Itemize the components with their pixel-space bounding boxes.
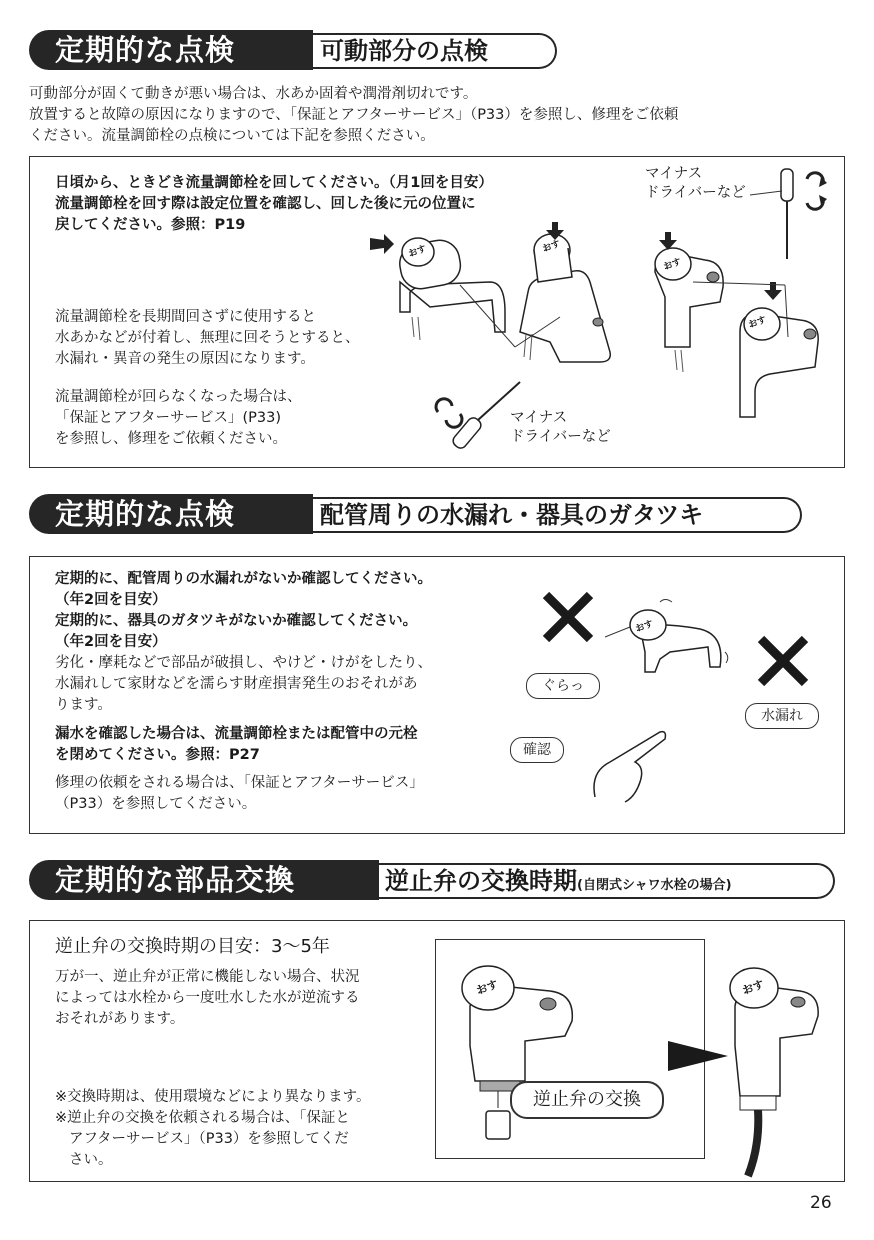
tag-replace: 逆止弁の交換	[510, 1081, 664, 1119]
section3-box	[29, 920, 845, 1182]
intro-line: 放置すると故障の原因になりますので、「保証とアフターサービス」（P33）を参照し、修理をご依頼	[29, 107, 679, 123]
section3-header	[29, 860, 839, 900]
text-line: ります。	[55, 697, 112, 713]
section2-header	[29, 494, 809, 534]
section2-bold2	[55, 724, 505, 766]
section1-intro	[29, 84, 839, 147]
text-line: 水漏れして家財などを濡らす財産損害発生のおそれがあ	[55, 676, 418, 692]
push-button-label: おす	[662, 257, 683, 273]
push-button-label: おす	[747, 315, 768, 331]
text-line: 流量調節栓が回らなくなった場合は、	[55, 389, 302, 405]
bold-line: を閉めてください。参照：P27	[55, 747, 260, 763]
section1-title: 定期的な点検	[29, 30, 313, 70]
label-line: マイナス	[510, 410, 568, 426]
bold-line: （年2回を目安）	[55, 592, 167, 608]
section1-box	[29, 156, 845, 468]
cross-mark-icon	[755, 633, 811, 689]
connector-lines	[30, 157, 846, 469]
section2-title: 定期的な点検	[29, 494, 313, 534]
bold-line: 戻してください。参照：P19	[55, 217, 246, 233]
faucet-after-illustration	[720, 946, 830, 1176]
text-line: 万が一、逆止弁が正常に機能しない場合、状況	[55, 969, 360, 985]
section2-bold1	[55, 569, 505, 653]
push-button-label: おす	[474, 977, 500, 998]
section1-subtitle: 可動部分の点検	[304, 33, 557, 69]
section2-para2	[55, 773, 505, 815]
bold-line: 流量調節栓を回す際は設定位置を確認し、回した後に元の位置に	[55, 196, 476, 212]
push-button-label: おす	[541, 239, 562, 255]
text-line: おそれがあります。	[55, 1011, 185, 1027]
push-button-label: おす	[740, 977, 766, 998]
section1-header	[29, 30, 559, 70]
page-number: 26	[810, 1193, 832, 1213]
arrow-right-icon	[668, 1041, 728, 1071]
section2-subtitle: 配管周りの水漏れ・器具のガタツキ	[304, 497, 802, 533]
note-line: さい。	[69, 1152, 113, 1168]
section2-box	[29, 556, 845, 834]
bold-line: （年2回を目安）	[55, 634, 167, 650]
section3-heading: 逆止弁の交換時期の目安：3〜5年	[55, 936, 330, 957]
tag-wobble: ぐらっ	[526, 673, 600, 699]
bold-line: 漏水を確認した場合は、流量調節栓または配管中の元栓	[55, 726, 418, 742]
push-button-label: おす	[407, 244, 428, 260]
cross-mark-icon	[540, 589, 596, 645]
label-line: マイナス	[645, 166, 703, 182]
push-button-label: おす	[634, 619, 655, 635]
section3-notes	[55, 1087, 435, 1171]
intro-line: 可動部分が固くて動きが悪い場合は、水あか固着や潤滑剤切れです。	[29, 86, 478, 102]
section3-title: 定期的な部品交換	[29, 860, 379, 900]
text-line: 劣化・摩耗などで部品が破損し、やけど・けがをしたり、	[55, 655, 432, 671]
bold-line: 定期的に、配管周りの水漏れがないか確認してください。	[55, 571, 432, 587]
text-line: を参照し、修理をご依頼ください。	[55, 431, 287, 447]
label-line: ドライバーなど	[645, 185, 746, 201]
text-line: によっては水栓から一度吐水した水が逆流する	[55, 990, 360, 1006]
note-line: アフターサービス」（P33）を参照してくだ	[69, 1131, 349, 1147]
text-line: 流量調節栓を長期間回さずに使用すると	[55, 309, 316, 325]
pointing-hand-illustration	[585, 727, 685, 807]
section3-subtitle-main: 逆止弁の交換時期	[385, 867, 577, 895]
note-line: ※逆止弁の交換を依頼される場合は、「保証と	[55, 1110, 350, 1126]
text-line: 「保証とアフターサービス」(P33)	[55, 410, 281, 426]
section3-subtitle-note: (自閉式シャワ水栓の場合)	[577, 878, 732, 893]
tag-leak: 水漏れ	[745, 703, 819, 729]
tag-check: 確認	[510, 737, 564, 763]
text-line: （P33）を参照してください。	[55, 796, 257, 812]
text-line: 水あかなどが付着し、無理に回そうとすると、	[55, 330, 360, 346]
intro-line: ください。流量調節栓の点検については下記を参照ください。	[29, 128, 435, 144]
bold-line: 日頃から、ときどき流量調節栓を回してください。（月1回を目安）	[55, 175, 493, 191]
text-line: 修理の依頼をされる場合は、「保証とアフターサービス」	[55, 775, 424, 791]
section3-para1	[55, 967, 425, 1030]
wobbling-faucet-illustration	[600, 597, 730, 677]
text-line: 水漏れ・異音の発生の原因になります。	[55, 351, 315, 367]
label-line: ドライバーなど	[510, 429, 611, 445]
note-line: ※交換時期は、使用環境などにより異なります。	[55, 1089, 371, 1105]
section2-para1	[55, 653, 505, 716]
section3-subtitle	[369, 863, 835, 899]
bold-line: 定期的に、器具のガタツキがないか確認してください。	[55, 613, 418, 629]
